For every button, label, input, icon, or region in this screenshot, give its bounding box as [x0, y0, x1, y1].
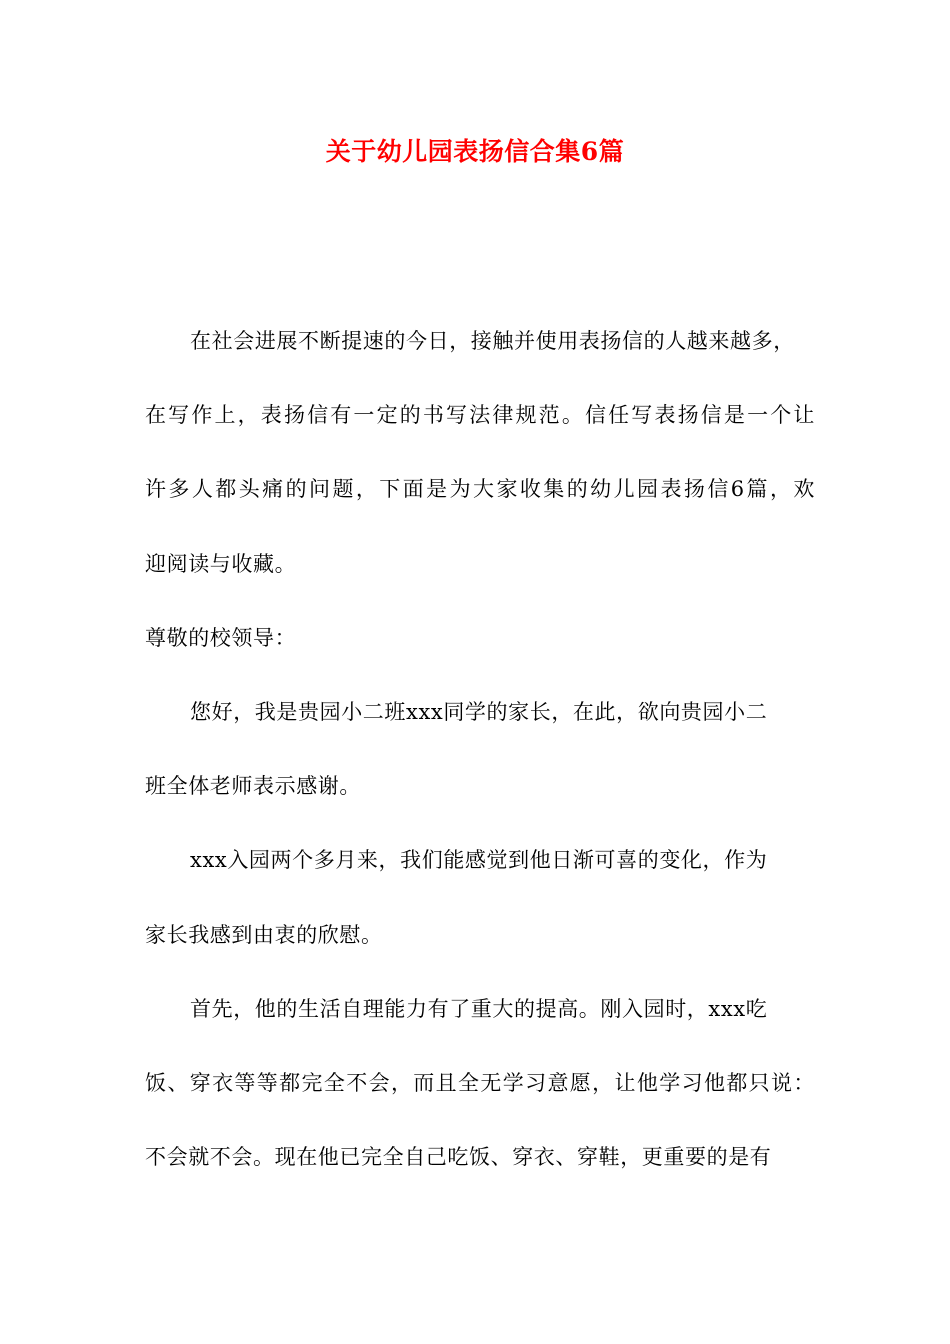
document-body [145, 320, 815, 1210]
paragraph-line: 迎阅读与收藏。 [145, 551, 297, 576]
paragraph-line: xxx入园两个多月来，我们能感觉到他日渐可喜的变化，作为 [190, 848, 768, 873]
paragraph-line: 饭、穿衣等等都完全不会，而且全无学习意愿，让他学习他都只说： [145, 1070, 815, 1095]
paragraph-line: 家长我感到由衷的欣慰。 [145, 922, 383, 947]
paragraph-line: 在写作上，表扬信有一定的书写法律规范。信任写表扬信是一个让 [145, 403, 815, 428]
salutation: 尊敬的校领导： [145, 625, 297, 650]
paragraph-line: 许多人都头痛的问题，下面是为大家收集的幼儿园表扬信6篇，欢 [145, 477, 815, 502]
paragraph-line: 班全体老师表示感谢。 [145, 774, 361, 799]
paragraph-line: 在社会进展不断提速的今日，接触并使用表扬信的人越来越多， [190, 329, 795, 353]
paragraph-line: 不会就不会。现在他已完全自己吃饭、穿衣、穿鞋，更重要的是有 [145, 1145, 772, 1170]
paragraph-line: 首先，他的生活自理能力有了重大的提高。刚入园时，xxx吃 [190, 996, 768, 1021]
paragraph-line: 您好，我是贵园小二班xxx同学的家长，在此，欲向贵园小二 [190, 699, 768, 724]
document-title: 关于幼儿园表扬信合集6篇 [325, 137, 625, 166]
